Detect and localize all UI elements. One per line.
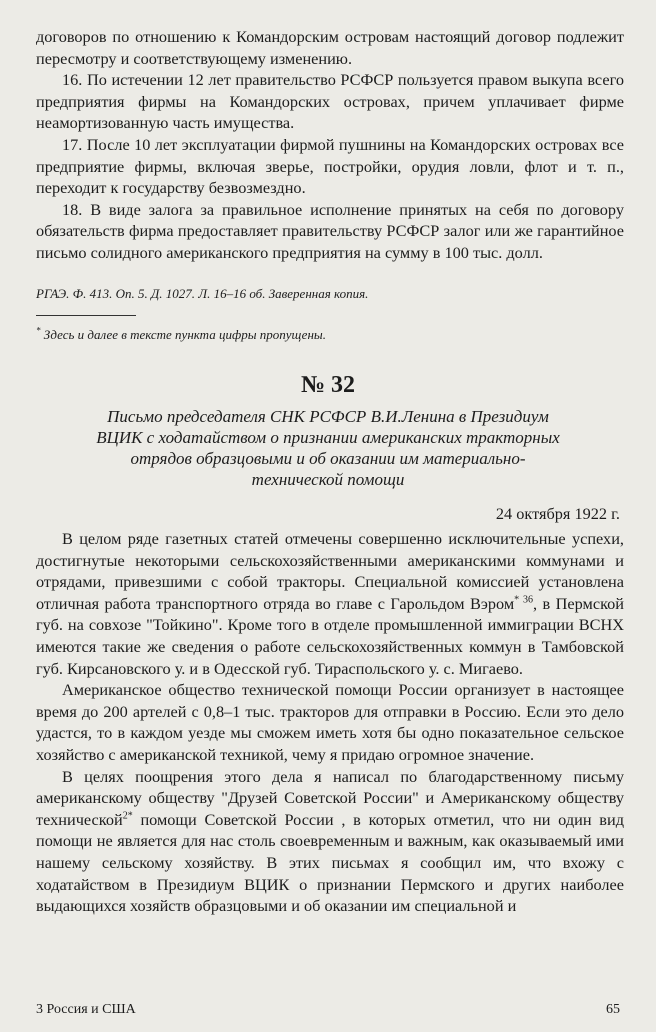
document-number: № 32 xyxy=(300,372,356,398)
letter-paragraph-3-text-b: помощи Советской России , в которых отметил, что ни один вид помощи не является для нас столь своевременным и важным, как оказываемый ими нашему сельскому хозяйству. В этих письмах я сообщил им, что вхожу с ходатайством в Президиум ВЦИК о признании Пермского и других наиболее выдающихся хозяйств образцовыми и об оказании им специальной и xyxy=(36,809,624,916)
letter-paragraph-1 xyxy=(36,528,624,679)
letter-paragraph-2: Американское общество технической помощи России организует в настоящее время до 200 артелей с 0,8–1 тыс. тракторов для отправки в Россию. Если это дело удастся, то в каждом уезде мы сможем иметь хотя бы одно показательное сельское хозяйство с американской техникой, чему я придаю огромное значение. xyxy=(36,680,624,764)
letter-paragraph-3-text-a: В целях поощрения этого дела я написал по благодарственному письму американскому обществу "Друзей Советской России" и Американскому обществу технической xyxy=(36,766,624,829)
document-title: Письмо председателя СНК РСФСР В.И.Ленина в Президиум ВЦИК с ходатайством о признании американских тракторных отрядов образцовыми и об оказании им материально-технической помощи xyxy=(96,407,560,489)
letter-paragraph-1-text-a: В целом ряде газетных статей отмечены совершенно исключительные успехи, достигнутые некоторыми сельскохозяйственными американскими коммунами и отрядами, привезшими с собой тракторы. Специальной комиссией установлена отличная работа транспортного отряда во главе с Гарольдом Вэром xyxy=(36,529,624,613)
letter-paragraph-1-text-b: , в Пермской губ. на совхозе "Тойкино". Кроме того в отделе промышленной иммиграции ВСНХ имеются такие же сведения о работе сельскохозяйственных коммун в Тамбовской губ. Кирсановского у. и в Одесской губ. Тираспольского у. с. Мигаево. xyxy=(36,593,625,678)
footnote-text: Здесь и далее в тексте пункта цифры пропущены. xyxy=(43,327,326,342)
footnote-ref-2: 2* xyxy=(122,810,133,822)
footnote-mark: * xyxy=(36,325,41,336)
paragraph-continuation: договоров по отношению к Командорским островам настоящий договор подлежит пересмотру и соответствующему изменению. xyxy=(36,27,624,68)
footnote xyxy=(36,327,326,343)
paragraph-item-18: 18. В виде залога за правильное исполнение принятых на себя по договору обязательств фирма предоставляет правительству РСФСР залог или же гарантийное письмо солидного американского предприятия на сумму в 100 тыс. долл. xyxy=(36,199,624,262)
paragraph-item-17: 17. После 10 лет эксплуатации фирмой пушнины на Командорских островах все предприятие фирмы, включая зверье, постройки, орудия ловли, флот и т. п., переходит к государству безвозмездно. xyxy=(36,134,624,198)
letter-body xyxy=(36,528,624,917)
page-number: 65 xyxy=(606,1002,620,1017)
document-date: 24 октября 1922 г. xyxy=(495,504,620,523)
footnote-divider xyxy=(36,315,136,316)
footnote-ref-36: * 36 xyxy=(514,594,534,606)
archive-source-note: РГАЭ. Ф. 413. Оп. 5. Д. 1027. Л. 16–16 об. Заверенная копия. xyxy=(36,286,369,301)
letter-paragraph-3 xyxy=(36,766,624,917)
paragraph-item-16: 16. По истечении 12 лет правительство РСФСР пользуется правом выкупа всего предприятия фирмы на Командорских островах, причем уплачивает фирме неамортизованную часть имущества. xyxy=(36,70,624,133)
preceding-text xyxy=(36,26,624,264)
running-footer: 3 Россия и США xyxy=(36,1002,136,1017)
